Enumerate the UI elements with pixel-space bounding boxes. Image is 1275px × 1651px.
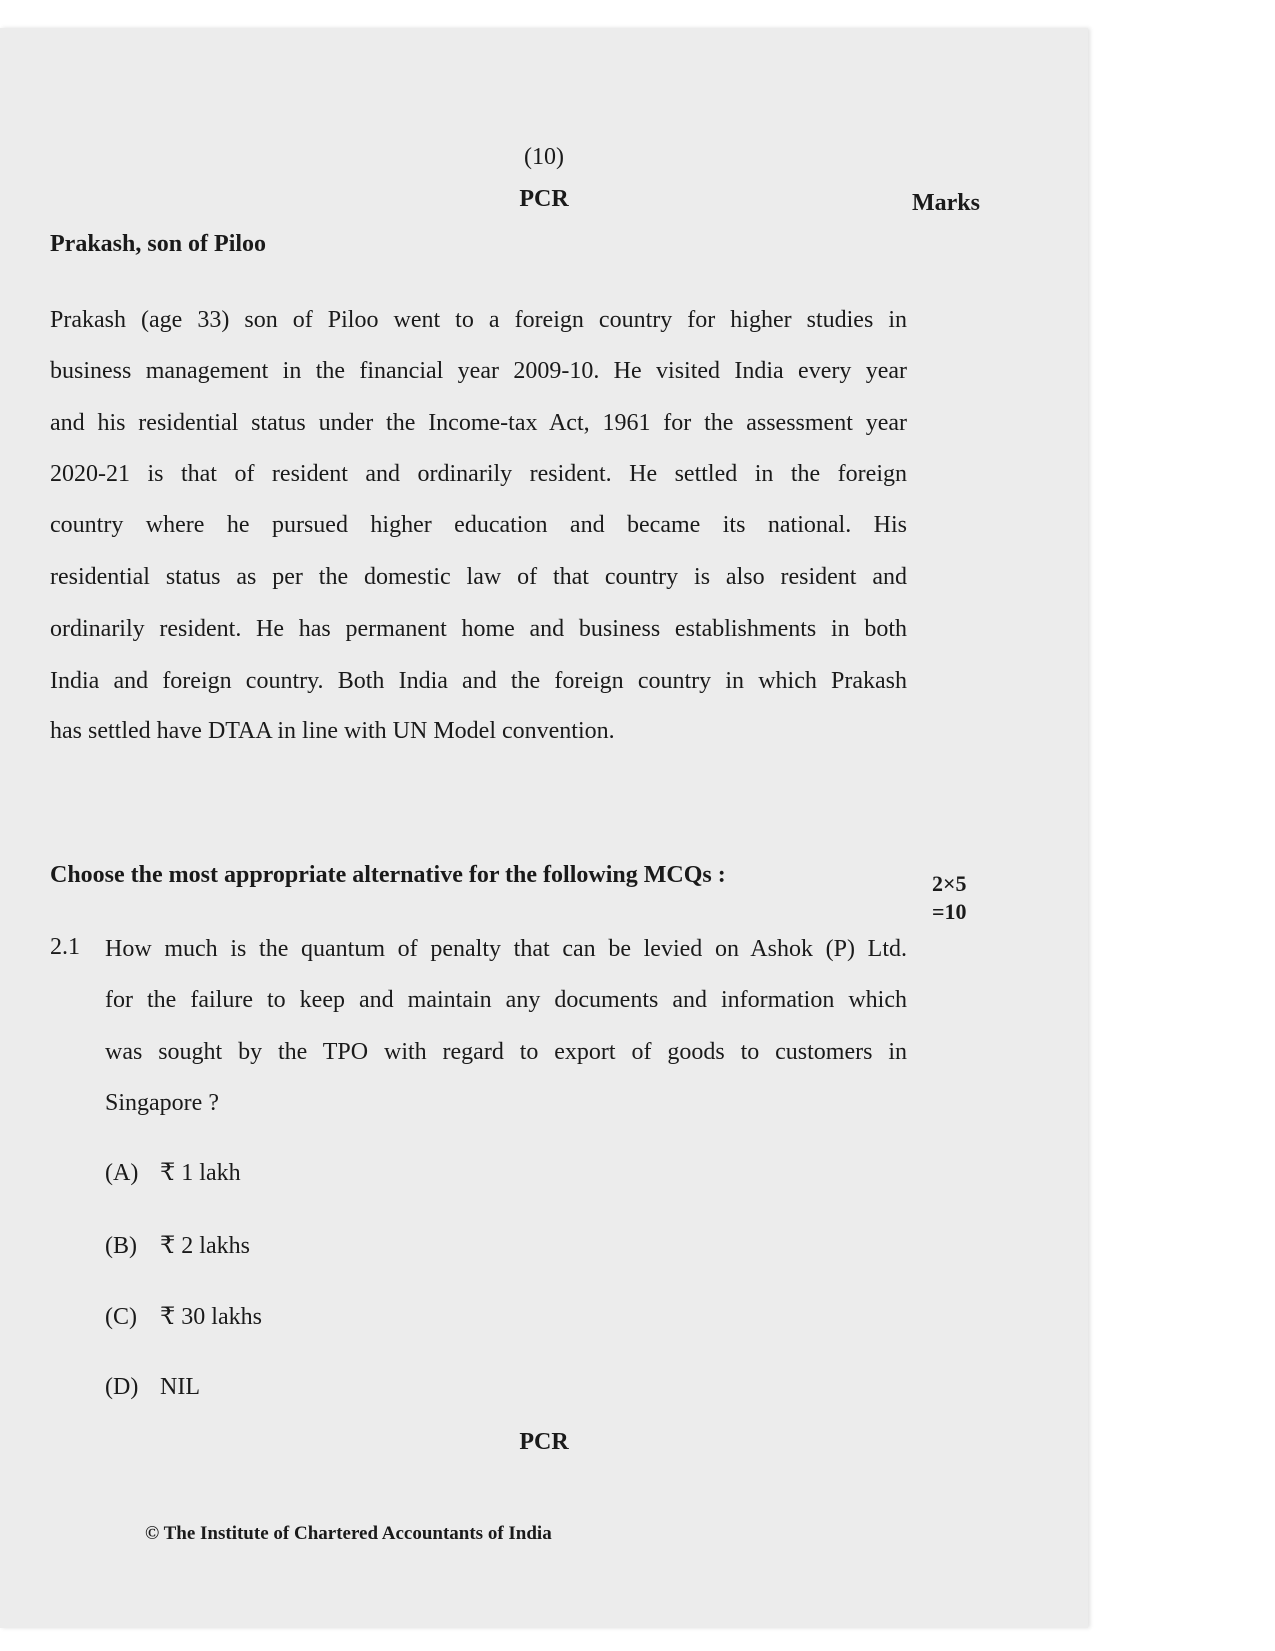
option-a bbox=[105, 1158, 241, 1187]
header-paper-code: PCR bbox=[519, 186, 569, 212]
option-letter: (A) bbox=[105, 1160, 139, 1186]
option-letter: (C) bbox=[105, 1304, 137, 1330]
paragraph-line: business management in the financial year 2009-10. He visited India every year bbox=[50, 358, 907, 384]
option-text: ₹ 1 lakh bbox=[160, 1160, 241, 1186]
footer-paper-code: PCR bbox=[519, 1429, 569, 1455]
question-line: Singapore ? bbox=[105, 1090, 219, 1116]
option-letter: (B) bbox=[105, 1233, 137, 1259]
question-number: 2.1 bbox=[50, 934, 80, 960]
option-d bbox=[105, 1374, 200, 1401]
exam-page bbox=[0, 28, 1088, 1628]
copyright-notice: © The Institute of Chartered Accountants of India bbox=[145, 1523, 552, 1544]
question-line: for the failure to keep and maintain any documents and information which bbox=[105, 987, 907, 1013]
case-study-title: Prakash, son of Piloo bbox=[50, 231, 267, 257]
paragraph-line: India and foreign country. Both India and the foreign country in which Prakash bbox=[50, 668, 907, 694]
option-text: NIL bbox=[160, 1374, 200, 1400]
question-line: was sought by the TPO with regard to export of goods to customers in bbox=[105, 1039, 907, 1065]
mcq-section-heading: Choose the most appropriate alternative for the following MCQs : bbox=[50, 862, 726, 888]
option-c bbox=[105, 1302, 262, 1331]
paragraph-line: residential status as per the domestic law of that country is also resident and bbox=[50, 564, 907, 590]
mcq-marks bbox=[932, 870, 967, 926]
marks-column-heading: Marks bbox=[912, 190, 980, 216]
option-text: ₹ 2 lakhs bbox=[160, 1233, 250, 1259]
page-number: (10) bbox=[524, 144, 564, 170]
paragraph-line: country where he pursued higher education and became its national. His bbox=[50, 512, 907, 538]
paragraph-line: Prakash (age 33) son of Piloo went to a foreign country for higher studies in bbox=[50, 307, 907, 333]
paragraph-line: and his residential status under the Income-tax Act, 1961 for the assessment year bbox=[50, 410, 907, 436]
paragraph-line: ordinarily resident. He has permanent home and business establishments in both bbox=[50, 616, 907, 642]
option-text: ₹ 30 lakhs bbox=[160, 1304, 262, 1330]
option-b bbox=[105, 1231, 250, 1260]
paragraph-line: 2020-21 is that of resident and ordinarily resident. He settled in the foreign bbox=[50, 461, 907, 487]
paragraph-line: has settled have DTAA in line with UN Model convention. bbox=[50, 718, 615, 744]
option-letter: (D) bbox=[105, 1374, 139, 1400]
marks-total: =10 bbox=[932, 899, 967, 924]
question-line: How much is the quantum of penalty that can be levied on Ashok (P) Ltd. bbox=[105, 936, 907, 962]
marks-formula: 2×5 bbox=[932, 871, 967, 896]
